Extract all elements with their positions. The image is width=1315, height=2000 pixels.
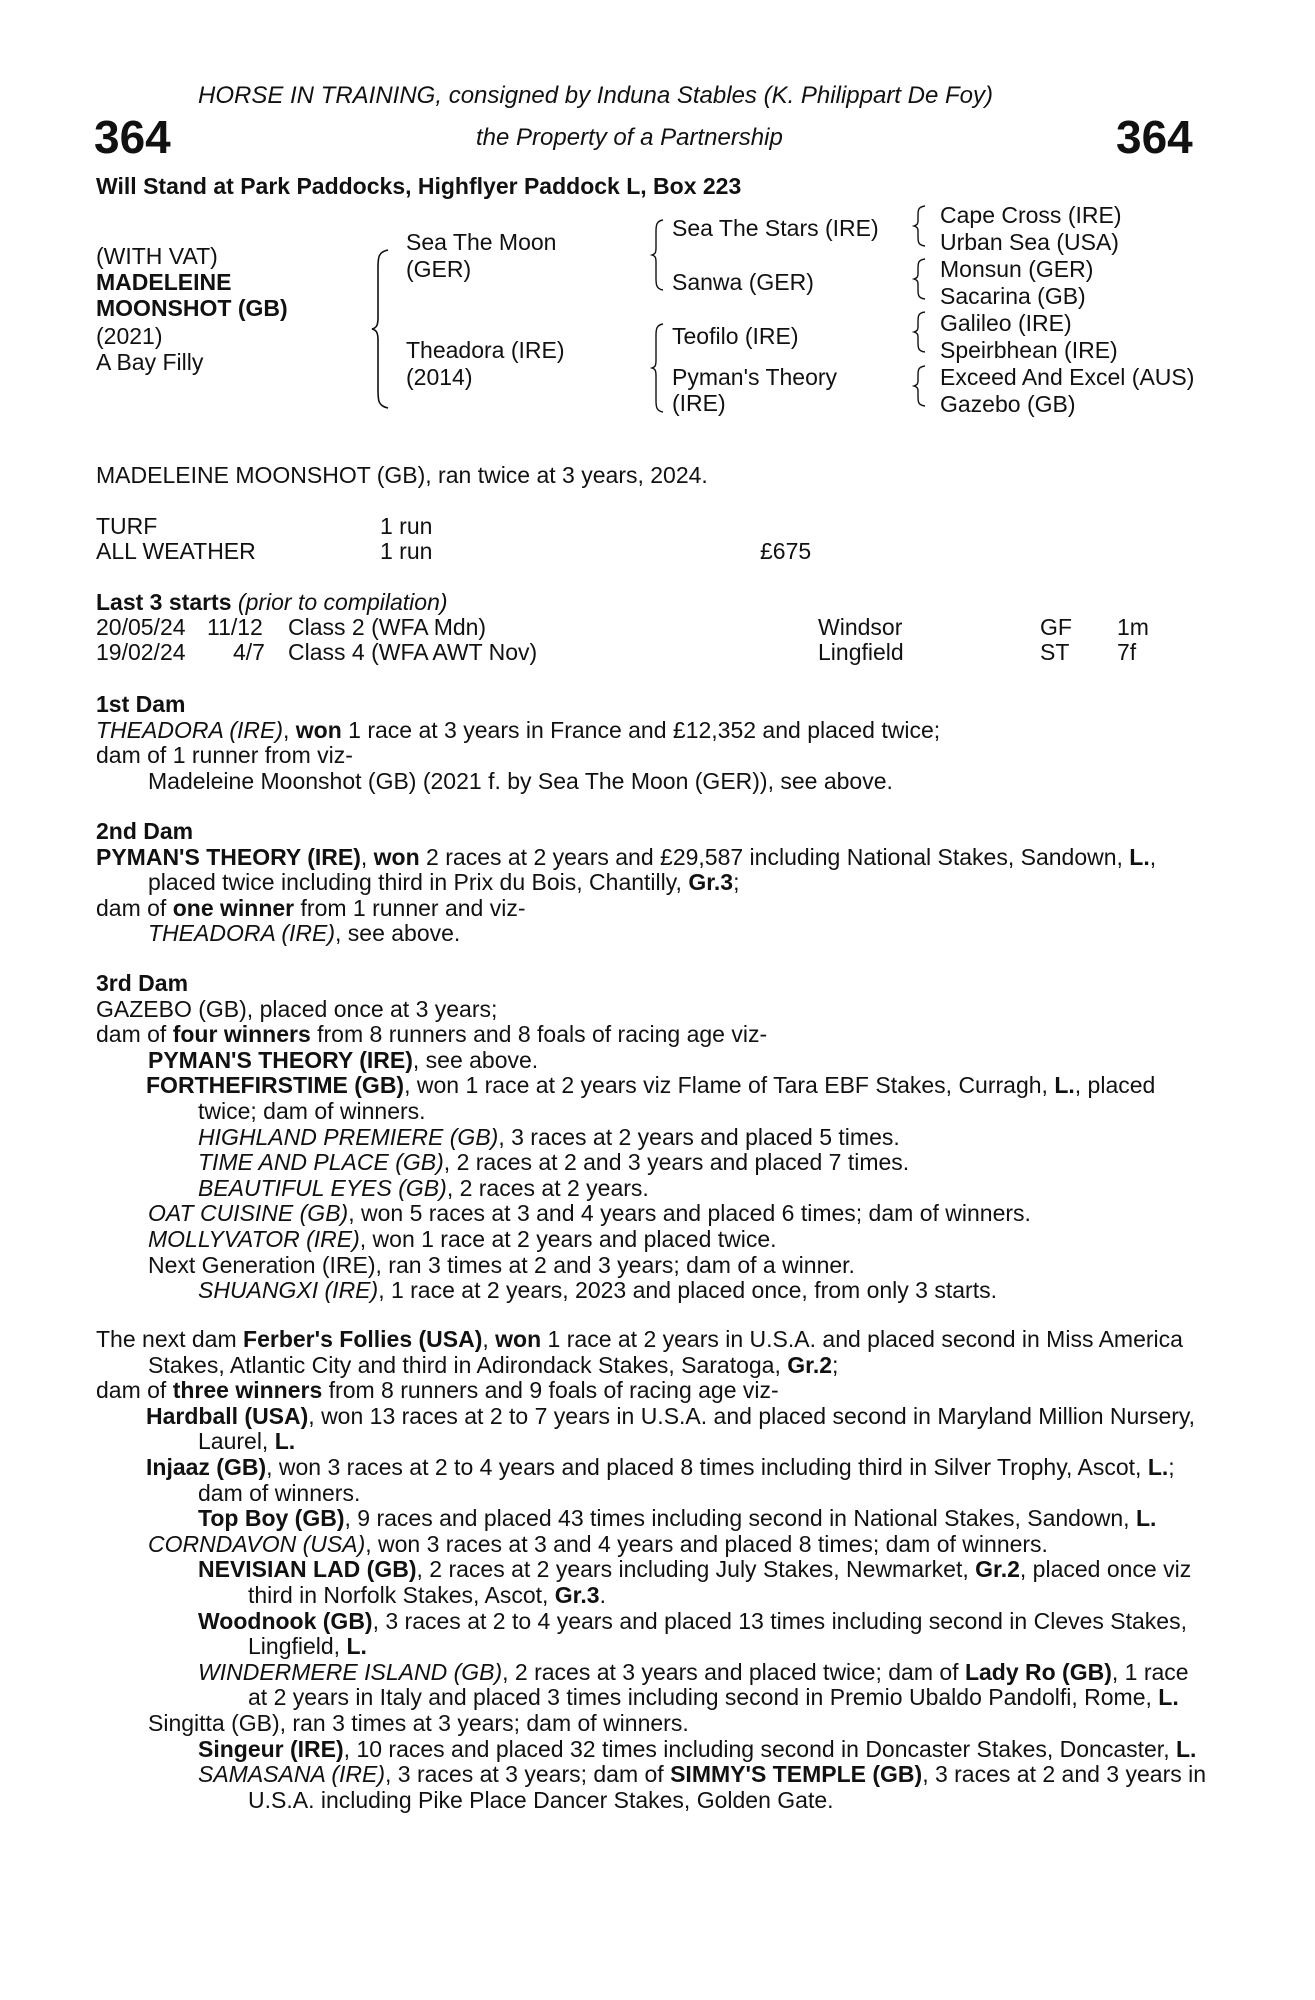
sdd: Sacarina (GB) [940, 283, 1086, 309]
dss: Galileo (IRE) [940, 310, 1072, 336]
stand-location: Will Stand at Park Paddocks, Highflyer Paddock L, Box 223 [96, 173, 742, 199]
lot-number-right: 364 [1116, 111, 1193, 163]
horse-name-line1: MADELEINE [96, 269, 232, 295]
pedigree-brace-sd [912, 257, 928, 301]
last-starts-title: Last 3 starts [96, 589, 232, 615]
start-distance: 1m [1117, 614, 1149, 640]
start-going: ST [1040, 639, 1070, 665]
pedigree-brace-main [370, 248, 392, 410]
sire-dam: Sanwa (GER) [672, 269, 814, 295]
pedigree-brace-ss [912, 204, 928, 248]
third-dam-heading: 3rd Dam [96, 970, 189, 996]
dsd: Speirbhean (IRE) [940, 337, 1118, 363]
dam-sire: Teofilo (IRE) [672, 323, 799, 349]
ssd: Urban Sea (USA) [940, 229, 1119, 255]
first-dam-produce-intro: dam of 1 runner from viz- [96, 742, 353, 769]
start-course: Windsor [818, 614, 903, 640]
record-surface-turf: TURF [96, 513, 158, 539]
first-dam-produce: Madeleine Moonshot (GB) (2021 f. by Sea The Moon (GER)), see above. [148, 767, 893, 794]
dam-name: Theadora (IRE) [406, 337, 565, 363]
pedigree-brace-sire [650, 218, 666, 292]
start-course: Lingfield [818, 639, 904, 665]
ddd: Gazebo (GB) [940, 391, 1076, 417]
first-dam-heading: 1st Dam [96, 691, 186, 717]
dam-dam-country: (IRE) [672, 390, 726, 416]
second-dam-section: 2nd Dam PYMAN'S THEORY (IRE), won 2 races at 2 years and £29,587 including National Stakes, Sandown, L., placed twice including third in Prix du Bois, Chantilly, Gr.3; dam of one winner from 1 runner and viz- THEADORA (IRE), see above. [96, 819, 1206, 947]
third-dam-section: 3rd Dam GAZEBO (GB), placed once at 3 years; dam of four winners from 8 runners and 8 foals of racing age viz- PYMAN'S THEORY (IRE), see above. FORTHEFIRSTIME (GB), won 1 race at 2 years viz Flame of Tara EBF Stakes, Curragh, L., placed twice; dam of winners. HIGHLAND PREMIERE (GB), 3 races at 2 years and placed 5 times. TIME AND PLACE (GB), 2 races at 2 and 3 years and placed 7 times. BEAUTIFUL EYES (GB), 2 races at 2 years. OAT CUISINE (GB), won 5 races at 3 and 4 years and placed 6 times; dam of winners. MOLLYVATOR (IRE), won 1 race at 2 years and placed twice. Next Generation (IRE), ran 3 times at 2 and 3 years; dam of a winner. SHUANGXI (IRE), 1 race at 2 years, 2023 and placed once, from only 3 starts. [96, 971, 1206, 1304]
sds: Monsun (GER) [940, 256, 1094, 282]
horse-name-line2: MOONSHOT (GB) [96, 295, 288, 321]
pedigree-brace-dd [912, 364, 928, 408]
vat-label: (WITH VAT) [96, 243, 218, 269]
race-summary: MADELEINE MOONSHOT (GB), ran twice at 3 years, 2024. [96, 462, 708, 488]
start-position: 11/12 [207, 614, 263, 640]
sire-sire: Sea The Stars (IRE) [672, 215, 879, 241]
start-position: 4/7 [233, 639, 265, 665]
horse-description: A Bay Filly [96, 349, 204, 375]
start-distance: 7f [1117, 639, 1137, 665]
sss: Cape Cross (IRE) [940, 202, 1122, 228]
third-dam-name: GAZEBO (GB), placed once at 3 years; [96, 995, 498, 1022]
sire-name: Sea The Moon [406, 229, 557, 255]
last-starts-note: (prior to compilation) [237, 589, 448, 615]
sire-country: (GER) [406, 256, 472, 282]
start-going: GF [1040, 614, 1072, 640]
second-dam-heading: 2nd Dam [96, 818, 194, 844]
pedigree-brace-ds [912, 310, 928, 354]
record-runs-turf: 1 run [380, 513, 433, 539]
dam-dam-name: Pyman's Theory [672, 364, 838, 390]
record-runs-aw: 1 run [380, 538, 433, 564]
record-surface-aw: ALL WEATHER [96, 538, 256, 564]
start-class: Class 4 (WFA AWT Nov) [288, 639, 538, 665]
start-class: Class 2 (WFA Mdn) [288, 614, 487, 640]
last-starts-heading [96, 590, 448, 616]
consignor-line: HORSE IN TRAINING, consigned by Induna Stables (K. Philippart De Foy) [198, 82, 993, 109]
first-dam-name: THEADORA (IRE) [96, 716, 283, 743]
lot-number-left: 364 [94, 111, 171, 163]
dam-year: (2014) [406, 364, 473, 390]
start-date: 19/02/24 [96, 639, 186, 665]
pedigree-brace-dam [650, 322, 666, 414]
start-date: 20/05/24 [96, 614, 186, 640]
second-dam-name: PYMAN'S THEORY (IRE) [96, 843, 361, 870]
record-prize-aw: £675 [760, 538, 812, 564]
dds: Exceed And Excel (AUS) [940, 364, 1195, 390]
next-dam-section: The next dam Ferber's Follies (USA), won 1 race at 2 years in U.S.A. and placed second in Miss America Stakes, Atlantic City and third in Adirondack Stakes, Saratoga, Gr.2; dam of three winners from 8 runners and 9 foals of racing age viz- Hardball (USA), won 13 races at 2 to 7 years in U.S.A. and placed second in Maryland Million Nursery, Laurel, L. Injaaz (GB), won 3 races at 2 to 4 years and placed 8 times including third in Silver Trophy, Ascot, L.; dam of winners. Top Boy (GB), 9 races and placed 43 times including second in National Stakes, Sandown, L. CORNDAVON (USA), won 3 races at 3 and 4 years and placed 8 times; dam of winners. NEVISIAN LAD (GB), 2 races at 2 years including July Stakes, Newmarket, Gr.2, placed once viz third in Norfolk Stakes, Ascot, Gr.3. Woodnook (GB), 3 races at 2 to 4 years and placed 13 times including second in Cleves Stakes, Lingfield, L. WINDERMERE ISLAND (GB), 2 races at 3 years and placed twice; dam of Lady Ro (GB), 1 race at 2 years in Italy and placed 3 times including second in Premio Ubaldo Pandolfi, Rome, L. Singitta (GB), ran 3 times at 3 years; dam of winners. Singeur (IRE), 10 races and placed 32 times including second in Doncaster Stakes, Doncaster, L. SAMASANA (IRE), 3 races at 3 years; dam of SIMMY'S TEMPLE (GB), 3 races at 2 and 3 years in U.S.A. including Pike Place Dancer Stakes, Golden Gate. [96, 1326, 1207, 1813]
first-dam-section: 1st Dam THEADORA (IRE), won 1 race at 3 years in France and £12,352 and placed twice; dam of 1 runner from viz- Madeleine Moonshot (GB) (2021 f. by Sea The Moon (GER)), see above. [96, 692, 1206, 794]
foaling-year: (2021) [96, 323, 163, 349]
property-line: the Property of a Partnership [476, 124, 783, 151]
